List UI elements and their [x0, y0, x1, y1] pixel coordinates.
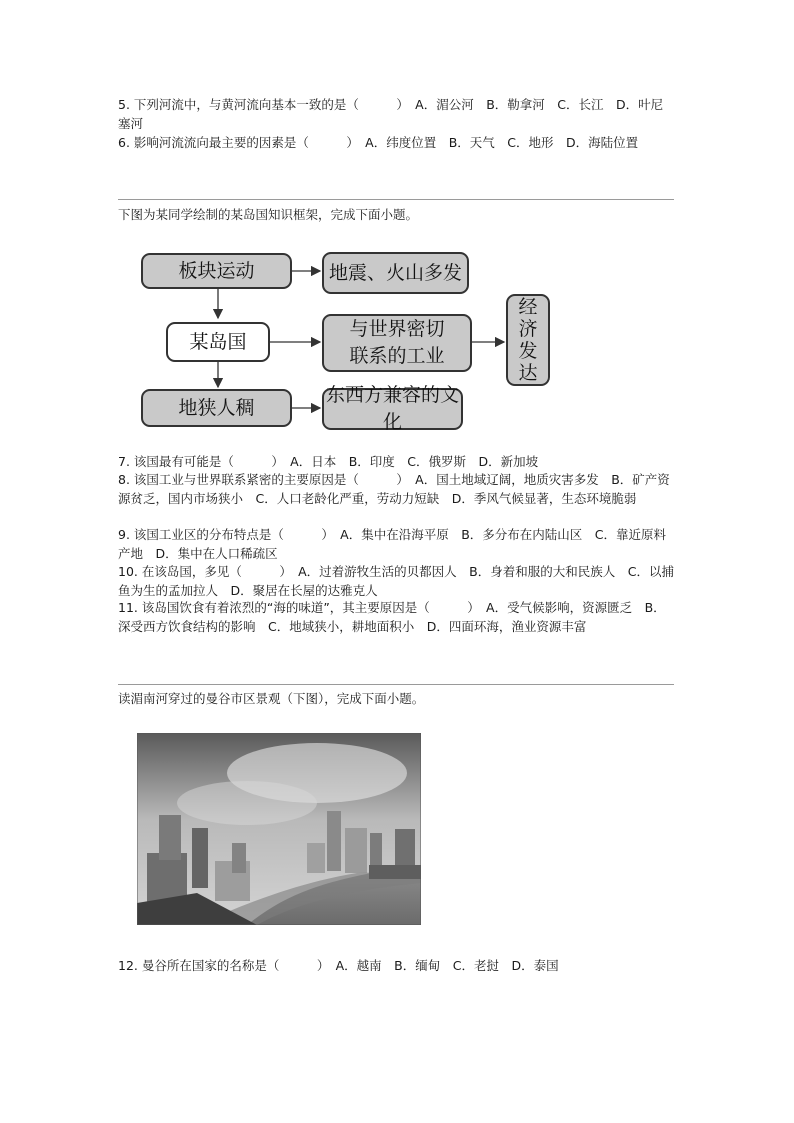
question-9: 9. 该国工业区的分布特点是（ ） A．集中在沿海平原 B．多分布在内陆山区 C．靠近原料产地 D．集中在人口稀疏区 [118, 527, 667, 561]
question-6: 6. 影响河流流向最主要的因素是（ ） A．纬度位置 B．天气 C．地形 D．海陆位置 [118, 135, 639, 150]
section-divider [118, 199, 674, 200]
box-dense-population: 地狭人稠 [141, 389, 292, 427]
section-intro: 下图为某同学绘制的某岛国知识框架，完成下面小题。 [118, 207, 419, 222]
section-divider [118, 684, 674, 685]
box-developed-economy: 经济发达 [506, 294, 550, 386]
box-island-country: 某岛国 [166, 322, 270, 362]
question-12: 12. 曼谷所在国家的名称是（ ） A．越南 B．缅甸 C．老挝 D．泰国 [118, 958, 559, 973]
section-intro: 读湄南河穿过的曼谷市区景观（下图），完成下面小题。 [118, 691, 425, 706]
question-8: 8. 该国工业与世界联系紧密的主要原因是（ ） A．国土地域辽阔，地质灾害多发 B．矿产资源贫乏，国内市场狭小 C．人口老龄化严重，劳动力短缺 D．季风气候显著，生态环境脆弱 [118, 472, 670, 506]
box-plate-tectonics: 板块运动 [141, 253, 292, 289]
box-culture: 东西方兼容的文化 [322, 388, 463, 430]
bangkok-city-photo [137, 733, 421, 925]
question-11: 11. 该岛国饮食有着浓烈的“海的味道”，其主要原因是（ ） A．受气候影响，资源匮乏 B．深受西方饮食结构的影响 C．地域狭小，耕地面积小 D．四面环海，渔业资源丰富 [118, 600, 666, 634]
question-5: 5. 下列河流中，与黄河流向基本一致的是（ ） A．湄公河 B．勒拿河 C．长江 D．叶尼塞河 [118, 97, 664, 131]
question-7: 7. 该国最有可能是（ ） A．日本 B．印度 C．俄罗斯 D．新加坡 [118, 454, 539, 469]
box-global-industry: 与世界密切 联系的工业 [322, 314, 472, 372]
box-earthquakes-volcanoes: 地震、火山多发 [322, 252, 469, 294]
question-10: 10. 在该岛国，多见（ ） A．过着游牧生活的贝都因人 B．身着和服的大和民族人 C．以捕鱼为生的孟加拉人 D．聚居在长屋的达雅克人 [118, 564, 674, 598]
